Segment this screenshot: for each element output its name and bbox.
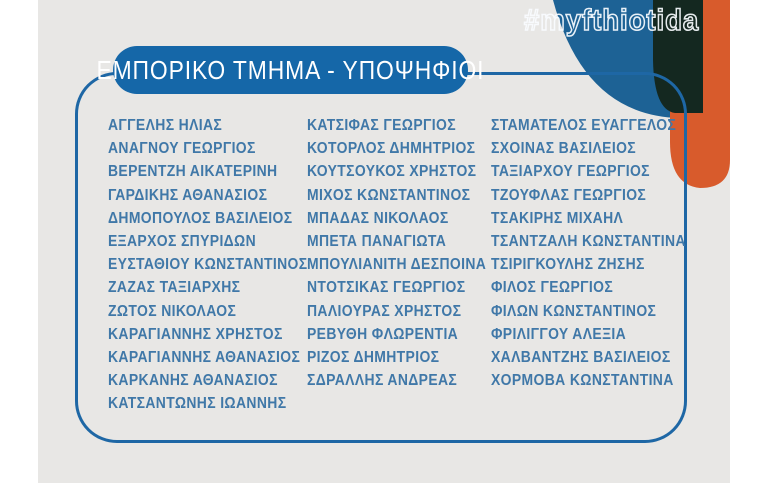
candidate-name: ΚΑΡΑΓΙΑΝΝΗΣ ΧΡΗΣΤΟΣ: [108, 325, 283, 343]
candidate-name: ΣΧΟΙΝΑΣ ΒΑΣΙΛΕΙΟΣ: [491, 140, 637, 158]
candidate-name: ΑΝΑΓΝΟΥ ΓΕΩΡΓΙΟΣ: [108, 140, 256, 158]
candidate-name: ΧΑΛΒΑΝΤΖΗΣ ΒΑΣΙΛΕΙΟΣ: [491, 349, 671, 367]
poster: [38, 0, 730, 483]
candidate-name: ΚΑΡΚΑΝΗΣ ΑΘΑΝΑΣΙΟΣ: [108, 372, 278, 390]
candidate-name: ΡΙΖΟΣ ΔΗΜΗΤΡΙΟΣ: [307, 349, 440, 367]
watermark-hashtag: #myfthiotida: [524, 4, 700, 37]
candidate-name: ΜΙΧΟΣ ΚΩΝΣΤΑΝΤΙΝΟΣ: [307, 186, 471, 204]
candidate-name: ΕΥΣΤΑΘΙΟΥ ΚΩΝΣΤΑΝΤΙΝΟΣ: [108, 256, 308, 274]
candidate-name: ΓΑΡΔΙΚΗΣ ΑΘΑΝΑΣΙΟΣ: [108, 186, 268, 204]
candidate-name: ΜΠΕΤΑ ΠΑΝΑΓΙΩΤΑ: [307, 233, 447, 251]
section-title-pill: [96, 46, 485, 94]
section-title: ΕΜΠΟΡΙΚΟ ΤΜΗΜΑ - ΥΠΟΨΗΦΙΟΙ: [96, 54, 485, 85]
candidates-column-1: [108, 114, 323, 416]
candidate-name: ΣΤΑΜΑΤΕΛΟΣ ΕΥΑΓΓΕΛΟΣ: [491, 117, 677, 134]
candidate-name: ΚΑΡΑΓΙΑΝΝΗΣ ΑΘΑΝΑΣΙΟΣ: [108, 349, 301, 367]
candidate-name: ΡΕΒΥΘΗ ΦΛΩΡΕΝΤΙΑ: [307, 325, 459, 343]
candidate-name: ΠΑΛΙΟΥΡΑΣ ΧΡΗΣΤΟΣ: [307, 302, 462, 320]
candidate-name: ΣΔΡΑΛΛΗΣ ΑΝΔΡΕΑΣ: [307, 372, 458, 390]
candidate-name: ΦΡΙΛΙΓΓΟΥ ΑΛΕΞΙΑ: [491, 325, 627, 343]
candidate-name: ΕΞΑΡΧΟΣ ΣΠΥΡΙΔΩΝ: [108, 233, 257, 251]
candidate-name: ΤΣΙΡΙΓΚΟΥΛΗΣ ΖΗΣΗΣ: [491, 256, 645, 274]
candidate-name: ΜΠΑΔΑΣ ΝΙΚΟΛΑΟΣ: [307, 209, 449, 227]
candidate-name: ΤΣΑΝΤΖΑΛΗ ΚΩΝΣΤΑΝΤΙΝΑ: [491, 233, 686, 251]
candidate-name: ΚΑΤΣΙΦΑΣ ΓΕΩΡΓΙΟΣ: [307, 117, 456, 134]
candidate-name: ΚΟΥΤΣΟΥΚΟΣ ΧΡΗΣΤΟΣ: [307, 163, 477, 181]
candidate-name: ΚΟΤΟΡΛΟΣ ΔΗΜΗΤΡΙΟΣ: [307, 140, 476, 158]
candidate-name: ΖΩΤΟΣ ΝΙΚΟΛΑΟΣ: [108, 302, 237, 320]
candidate-name: ΦΙΛΟΣ ΓΕΩΡΓΙΟΣ: [491, 279, 614, 297]
candidate-name: ΤΖΟΥΦΛΑΣ ΓΕΩΡΓΙΟΣ: [491, 186, 647, 204]
candidate-name: ΝΤΟΤΣΙΚΑΣ ΓΕΩΡΓΙΟΣ: [307, 279, 466, 297]
candidate-name: ΤΑΞΙΑΡΧΟΥ ΓΕΩΡΓΙΟΣ: [491, 163, 650, 181]
candidate-name: ΖΑΖΑΣ ΤΑΞΙΑΡΧΗΣ: [108, 279, 241, 297]
candidate-name: ΔΗΜΟΠΟΥΛΟΣ ΒΑΣΙΛΕΙΟΣ: [108, 209, 293, 227]
candidates-column-3: [491, 114, 706, 392]
candidate-name: ΚΑΤΣΑΝΤΩΝΗΣ ΙΩΑΝΝΗΣ: [108, 395, 287, 413]
candidate-name: ΜΠΟΥΛΙΑΝΙΤΗ ΔΕΣΠΟΙΝΑ: [307, 256, 487, 274]
candidate-name: ΦΙΛΩΝ ΚΩΝΣΤΑΝΤΙΝΟΣ: [491, 302, 657, 320]
candidate-name: ΑΓΓΕΛΗΣ ΗΛΙΑΣ: [108, 117, 223, 134]
candidate-name: ΒΕΡΕΝΤΖΗ ΑΙΚΑΤΕΡΙΝΗ: [108, 163, 278, 181]
candidate-name: ΧΟΡΜΟΒΑ ΚΩΝΣΤΑΝΤΙΝΑ: [491, 372, 674, 390]
candidates-column-2: [307, 114, 522, 392]
candidate-name: ΤΣΑΚΙΡΗΣ ΜΙΧΑΗΛ: [491, 209, 624, 227]
